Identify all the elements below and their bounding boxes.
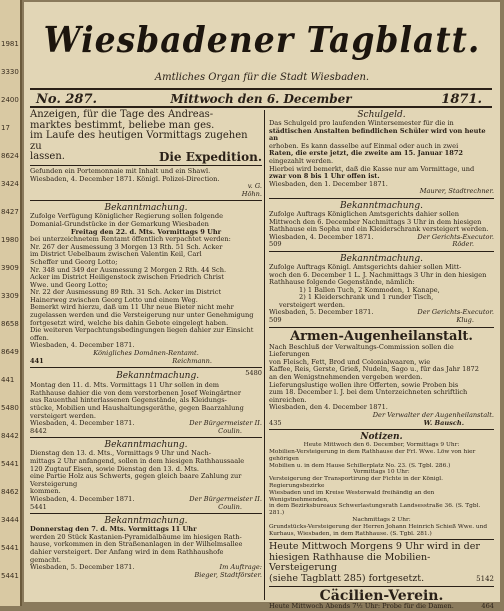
notice-heading: Notizen.	[360, 432, 403, 443]
binding-number: 17	[1, 124, 10, 132]
andreasmarkt-notice	[30, 110, 262, 163]
binding-number: 8442	[1, 432, 19, 440]
binding-number: 441	[1, 376, 15, 384]
issue-year: 1871.	[441, 92, 482, 107]
notice-domain-lease: Bekanntmachung. Zufolge Verfügung Königlicher Regierung sollen folgende Domanial-Grundstücke in der Gemarkung Wiesbaden Freitag den 22. d. Mts. Vormittags 9 Uhr bei unterzeichnetem Rentamt öffentlich verpachtet werden: Nr. 267 der Ausmessung 3 Morgen 13 Rth. 51 Sch. Acker im District Uebelbaum zwischen Valentin Keil, Carl Scheffer und Georg Lotto; Nr. 348 und 349 der Ausmessung 2 Morgen 2 Rth. 44 Sch. Acker im District Heiligenstock zwischen Friedrich Christ Wwe. und Georg Lotto; Nr. 22 der Ausmessung 89 Rth. 31 Sch. Acker im District Hainerweg zwischen Georg Lotto und einem Weg. Bemerkt wird hierzu, daß um 11 Uhr neue Bieter nicht mehr zugelassen werden und die Versteigerung nur unter Genehmigung fortgesetzt wird, welche bis dahin Gebote eingelegt haben. Die weiteren Verpachtungsbedingungen liegen dahier zur Einsicht offen. Wiesbaden, 4. December 1871. Königliches Domänen-Rentamt. 441 Reichmann.	[30, 203, 262, 365]
binding-number: 8624	[1, 152, 19, 160]
binding-number: 3444	[1, 516, 19, 524]
notizen: Notizen. Heute Mittwoch den 6. December, Vormittags 9 Uhr: Mobilien-Versteigerung in dem Rathhause der Frl. Wwe. Löw von hier gehörigen Mobilien u. in dem Hause Schillerplatz No. 23. (S. Tgbl. 286.) Vormittags 10 Uhr: Versteigerung der Transportirung der Fichte in der Königl. Regierungsbezirke Wiesbaden und im Kreise Westerwald freihändig an den Wenigstnehmenden, in dem Bezirksbureaux Schwerlastungsrath Landsesstraße 36. (S. Tgbl. 281.) Nachmittags 2 Uhr: Grundstücks-Versteigerung der Herren Johann Heinrich Schieß Wwe. und Kurhaus, Wiesbaden, in dem Rathhause. (S. Tgbl. 281.)	[269, 432, 494, 537]
binding-number: 8462	[1, 488, 19, 496]
found-notice: Gefunden ein Portemonnaie mit Inhalt und ein Shawl. Wiesbaden, 4. December 1871. Königl. Polizei-Direction. v. G. Höhn.	[30, 166, 262, 198]
binding-number: 3309	[1, 292, 19, 300]
issue-bar	[30, 88, 492, 108]
notice-auction-continued: Heute Mittwoch Morgens 9 Uhr wird in der hiesigen Rathhause die Mobilien-Versteigerung (siehe Tagblatt 285) fortgesetzt. 5142	[269, 541, 494, 584]
binding-number: 5441	[1, 572, 19, 580]
right-column	[264, 110, 494, 611]
binding-strip	[0, 0, 22, 606]
notice-line: im Laufe des heutigen Vormittags zugehen zu	[30, 130, 248, 152]
notice-heading: Bekanntmachung.	[116, 371, 200, 382]
notice-weingaertner: Bekanntmachung. 5480 Montag den 11. d. Mts. Vormittags 11 Uhr sollen in dem Rathhause dahier die von dem verstorbenen Josef Weingärtner aus Rauenthal hinterlassenen Gegenstände, als Kleidungs- stücke, Mobilien und Haushaltungsgeräthe, gegen Baarzahlung versteigert werden. Wiesbaden, 4. December 1871. Der Bürgermeister II. 8442 Coulin.	[30, 369, 262, 435]
notice-heading: Bekanntmachung.	[340, 200, 423, 211]
issue-date: Mittwoch den 6. December	[170, 92, 352, 106]
binding-number: 5480	[1, 404, 19, 412]
notice-iron: Bekanntmachung. Dienstag den 13. d. Mts., Vormittags 9 Uhr und Nach- mittags 2 Uhr anfangend, sollen in dem hiesigen Rathhaussaale 120 Zugtauf Eisen, sowie Dienstag den 13. d. Mts. eine Partie Holz aus Schwerts, gegen gleich baare Zahlung zur Versteigerung kommen. Wiesbaden, 4. December 1871. Der Bürgermeister II. 5441 Coulin.	[30, 440, 262, 511]
binding-number: 3330	[1, 68, 19, 76]
left-column	[30, 110, 262, 600]
binding-number: 1981	[1, 40, 19, 48]
masthead-title: Wiesbadener Tagblatt.	[43, 18, 481, 61]
newspaper-page	[24, 2, 500, 611]
notice-heading: Armen-Augenheilanstalt.	[290, 328, 473, 344]
notice-caecilien-verein: Cäcilien-Verein. Heute Mittwoch Abends 7½ Uhr: Probe für die Damen. 464	[269, 588, 494, 611]
binding-number: 8649	[1, 348, 19, 356]
issue-number: No. 287.	[36, 92, 98, 107]
binding-number: 8658	[1, 320, 19, 328]
expedition-signature: Die Expedition.	[158, 150, 262, 165]
binding-number: 5441	[1, 460, 19, 468]
notice-sofa: Bekanntmachung. Zufolge Auftrags Königlichen Amtsgerichts dahier sollen Mittwoch den 6. December Nachmittags 3 Uhr in dem hiesigen Rathhause ein Sopha und ein Kleiderschrank versteigert werden. Wiesbaden, 4. December 1871. Der Gerichts-Executor. 509 Röder.	[269, 200, 494, 249]
notice-heading: Schulgeld.	[357, 110, 406, 120]
notice-heading: Cäcilien-Verein.	[319, 588, 444, 605]
notice-heading: Bekanntmachung.	[104, 440, 188, 451]
notice-heading: Bekanntmachung.	[104, 516, 188, 527]
notice-heading: Bekanntmachung.	[104, 203, 188, 214]
notice-schulgeld: Schulgeld. Das Schulgeld pro laufenden Wintersemester für die in städtischen Anstalten befindlichen Schüler wird von heute an erhoben. Es kann dasselbe auf Einmal oder auch in zwei Raten, die erste jetzt, die zweite am 15. Januar 1872 eingezahlt werden. Hierbei wird bemerkt, daß die Kasse nur am Vormittage, und zwar von 8 bis 1 Uhr offen ist. Wiesbaden, den 1. December 1871. Maurer, Stadtrechner.	[269, 110, 494, 196]
binding-number: 5441	[1, 544, 19, 552]
binding-number: 1980	[1, 236, 19, 244]
notice-armen-augenheilanstalt: Armen-Augenheilanstalt. Nach Beschluß der Verwaltungs-Commission sollen die Lieferungen von Fleisch, Fett, Brod und Colonialwaaren, wie Kaffee, Reis, Gerste, Grieß, Nudeln, Sago u., für das Jahr 1872 an den Wenigstnehmenden vergeben werden. Lieferungslustige wollen ihre Offerten, sowie Proben bis zum 18. December l. J. bei dem Unterzeichneten schriftlich einreichen. Wiesbaden, den 4. December 1871. Der Verwalter der Augenheilanstalt. 435 W. Bausch.	[269, 328, 494, 427]
notice-line: Anzeigen, für die Tage des Andreas-	[30, 109, 214, 120]
binding-number: 2400	[1, 96, 19, 104]
notice-heading: Bekanntmachung.	[340, 253, 423, 264]
notice-chestnut-trees: Bekanntmachung. Donnerstag den 7. d. Mts. Vormittags 11 Uhr werden 20 Stück Kastanien-Pyramidalbäume im hiesigen Rath- hause, vorkommen in den Straßenanlagen in der Wilhelmsallee dahier versteigert. Der Anfang wird in dem Rathhaushofe gemacht. Wiesbaden, 5. December 1871. Im Auftrage: Bieger, Stadtförster.	[30, 516, 262, 579]
notice-cloth: Bekanntmachung. Zufolge Auftrags Königl. Amtsgerichts dahier sollen Mitt- woch den 6. December 1 L. J. Nachmittags 3 Uhr in den hiesigen Rathhause folgende Gegenstände, nämlich: 1) 1 Ballen Tuch, 2 Kommoden, 1 Kanape, 2) 1 Kleiderschrank und 1 runder Tisch, versteigert werden. Wiesbaden, 5. December 1871. Der Gerichts-Executor. 509 Klug.	[269, 253, 494, 325]
binding-number: 8427	[1, 208, 19, 216]
binding-number: 3909	[1, 264, 19, 272]
notice-line: marktes bestimmt, beliebe man ges.	[30, 119, 215, 131]
masthead-subtitle: Amtliches Organ für die Stadt Wiesbaden.	[154, 72, 370, 83]
binding-number: 3424	[1, 180, 19, 188]
notice-line: lassen. Die Expedition.	[30, 150, 262, 165]
